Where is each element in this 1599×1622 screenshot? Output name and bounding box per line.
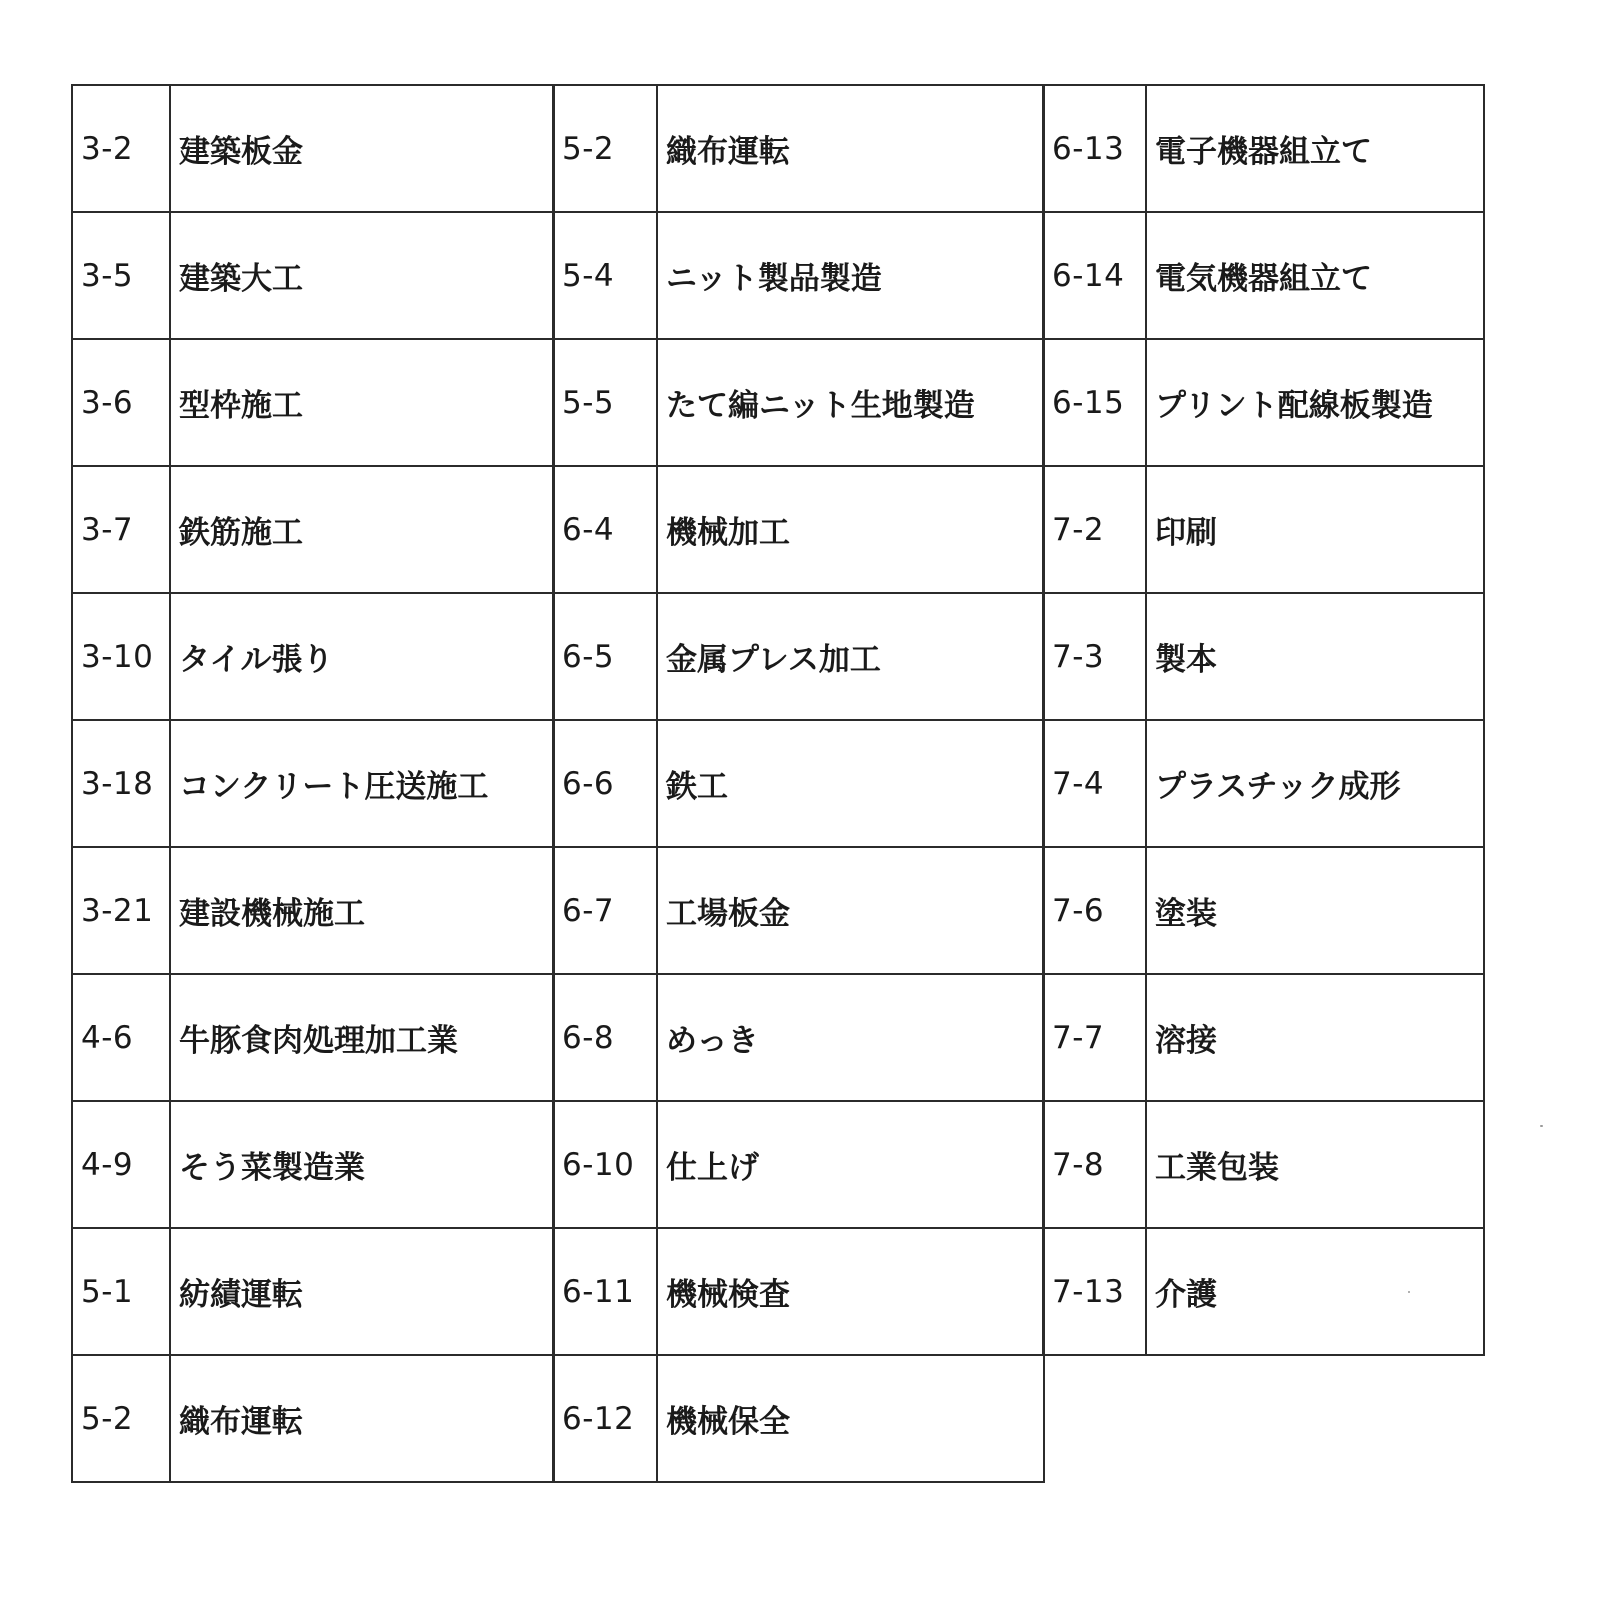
trade-code-cell: 3-10 [72,593,170,720]
trade-name-cell: 織布運転 [170,1355,554,1482]
trade-name-cell: 紡績運転 [170,1228,554,1355]
trade-code-cell: 7-2 [1043,466,1146,593]
table-row [1043,974,1484,1101]
trade-code-cell: 3-18 [72,720,170,847]
trade-code-cell: 5-5 [553,339,657,466]
trade-code-cell: 6-6 [553,720,657,847]
trade-code-cell: 3-21 [72,847,170,974]
trade-name-cell: 牛豚食肉処理加工業 [170,974,554,1101]
trade-code-cell: 6-5 [553,593,657,720]
trade-code-cell: 5-1 [72,1228,170,1355]
table-row [1043,1101,1484,1228]
table-row [1043,1228,1484,1355]
table-row [72,593,554,720]
trade-code-cell: 6-13 [1043,85,1146,212]
table-row [1043,847,1484,974]
trade-name-cell: プラスチック成形 [1146,720,1484,847]
trade-code-cell: 5-2 [553,85,657,212]
trade-code-cell: 7-8 [1043,1101,1146,1228]
trade-code-cell: 6-10 [553,1101,657,1228]
table-row [553,1228,1044,1355]
trade-name-cell: 溶接 [1146,974,1484,1101]
table-row [72,720,554,847]
table-row [553,847,1044,974]
trade-name-cell: 織布運転 [657,85,1044,212]
trade-code-cell: 3-2 [72,85,170,212]
table-row [72,974,554,1101]
trade-name-cell: 仕上げ [657,1101,1044,1228]
trade-name-cell: ニット製品製造 [657,212,1044,339]
table-row [72,847,554,974]
table-row [1043,85,1484,212]
trade-code-cell: 3-5 [72,212,170,339]
trade-name-cell: 工業包装 [1146,1101,1484,1228]
table-row [72,212,554,339]
table-row [72,1228,554,1355]
table-row [553,339,1044,466]
table-row [553,466,1044,593]
scan-speck [1540,1125,1543,1127]
table-row [553,85,1044,212]
trade-code-cell: 5-4 [553,212,657,339]
trade-name-cell: そう菜製造業 [170,1101,554,1228]
table-row [1043,720,1484,847]
trade-name-cell: 建築大工 [170,212,554,339]
trade-code-cell: 6-7 [553,847,657,974]
trade-name-cell: 鉄筋施工 [170,466,554,593]
table-row [553,720,1044,847]
table-row [72,85,554,212]
trade-name-cell: 製本 [1146,593,1484,720]
trade-code-cell: 6-11 [553,1228,657,1355]
trade-code-cell: 3-7 [72,466,170,593]
trade-name-cell: プリント配線板製造 [1146,339,1484,466]
trade-code-cell: 4-9 [72,1101,170,1228]
table-row [553,1355,1044,1482]
trade-table-column-3 [1042,84,1485,1356]
trade-table-column-1 [71,84,555,1483]
trade-code-cell: 3-6 [72,339,170,466]
table-row [1043,593,1484,720]
scan-speck [1408,1291,1410,1293]
trade-name-cell: たて編ニット生地製造 [657,339,1044,466]
table-row [72,466,554,593]
trade-name-cell: 型枠施工 [170,339,554,466]
table-row [72,339,554,466]
trade-name-cell: 印刷 [1146,466,1484,593]
trade-name-cell: 工場板金 [657,847,1044,974]
trade-name-cell: 機械保全 [657,1355,1044,1482]
trade-code-cell: 7-4 [1043,720,1146,847]
trade-code-cell: 5-2 [72,1355,170,1482]
trade-name-cell: 鉄工 [657,720,1044,847]
trade-name-cell: 建築板金 [170,85,554,212]
trade-name-cell: 金属プレス加工 [657,593,1044,720]
table-row [553,974,1044,1101]
trade-code-cell: 6-4 [553,466,657,593]
trade-code-cell: 7-13 [1043,1228,1146,1355]
trade-name-cell: めっき [657,974,1044,1101]
trade-code-cell: 7-3 [1043,593,1146,720]
trade-table-column-2 [552,84,1045,1483]
trade-code-cell: 4-6 [72,974,170,1101]
trade-name-cell: コンクリート圧送施工 [170,720,554,847]
trade-name-cell: 機械加工 [657,466,1044,593]
trade-code-cell: 6-12 [553,1355,657,1482]
trade-code-cell: 6-15 [1043,339,1146,466]
trade-name-cell: タイル張り [170,593,554,720]
trade-name-cell: 塗装 [1146,847,1484,974]
trade-name-cell: 電子機器組立て [1146,85,1484,212]
trade-name-cell: 電気機器組立て [1146,212,1484,339]
table-row [553,593,1044,720]
trade-code-cell: 7-6 [1043,847,1146,974]
table-row [1043,339,1484,466]
trade-name-cell: 建設機械施工 [170,847,554,974]
table-row [1043,212,1484,339]
table-row [1043,466,1484,593]
table-row [72,1101,554,1228]
trade-code-cell: 6-8 [553,974,657,1101]
trade-code-cell: 6-14 [1043,212,1146,339]
table-row [553,1101,1044,1228]
trade-name-cell: 機械検査 [657,1228,1044,1355]
trade-code-cell: 7-7 [1043,974,1146,1101]
table-row [72,1355,554,1482]
table-row [553,212,1044,339]
trade-name-cell: 介護 [1146,1228,1484,1355]
